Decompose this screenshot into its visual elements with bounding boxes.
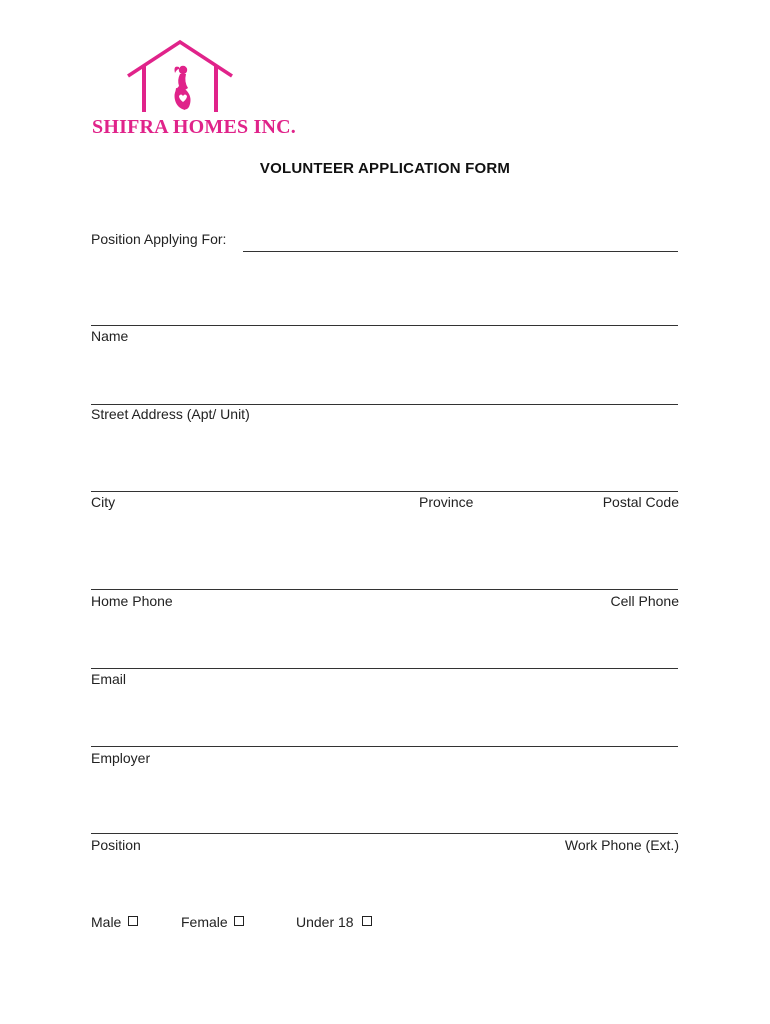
name-line xyxy=(91,325,678,326)
street-address-input[interactable] xyxy=(91,385,678,403)
under-18-label: Under 18 xyxy=(296,914,354,930)
province-label: Province xyxy=(419,494,474,510)
under-18-checkbox[interactable] xyxy=(362,916,372,926)
home-phone-label: Home Phone xyxy=(91,593,173,609)
postal-code-label: Postal Code xyxy=(602,494,679,510)
male-checkbox[interactable] xyxy=(128,916,138,926)
female-checkbox[interactable] xyxy=(234,916,244,926)
position-applying-input[interactable] xyxy=(243,232,678,250)
city-input[interactable] xyxy=(91,472,291,490)
female-label: Female xyxy=(181,914,228,930)
work-phone-label: Work Phone (Ext.) xyxy=(564,837,679,853)
street-address-line xyxy=(91,404,678,405)
city-label: City xyxy=(91,494,116,510)
logo xyxy=(120,36,240,116)
home-phone-input[interactable] xyxy=(91,570,391,588)
street-address-label: Street Address (Apt/ Unit) xyxy=(91,406,250,422)
employer-input[interactable] xyxy=(91,727,678,745)
employer-line xyxy=(91,746,678,747)
position-applying-line xyxy=(243,251,678,252)
phone-line xyxy=(91,589,678,590)
position-label: Position xyxy=(91,837,141,853)
employer-label: Employer xyxy=(91,750,151,766)
name-input[interactable] xyxy=(91,306,678,324)
position-applying-label: Position Applying For: xyxy=(91,231,227,247)
work-phone-input[interactable] xyxy=(484,814,678,832)
organization-name: SHIFRA HOMES INC. xyxy=(92,116,296,138)
name-label: Name xyxy=(91,328,129,344)
house-with-woman-icon xyxy=(120,36,240,116)
form-title: VOLUNTEER APPLICATION FORM xyxy=(259,160,511,177)
male-label: Male xyxy=(91,914,122,930)
position-line xyxy=(91,833,678,834)
cell-phone-input[interactable] xyxy=(396,570,678,588)
position-input[interactable] xyxy=(91,814,476,832)
city-line xyxy=(91,491,678,492)
cell-phone-label: Cell Phone xyxy=(610,593,679,609)
email-input[interactable] xyxy=(91,649,678,667)
province-input[interactable] xyxy=(298,472,478,490)
email-label: Email xyxy=(91,671,127,687)
postal-code-input[interactable] xyxy=(485,472,678,490)
email-line xyxy=(91,668,678,669)
